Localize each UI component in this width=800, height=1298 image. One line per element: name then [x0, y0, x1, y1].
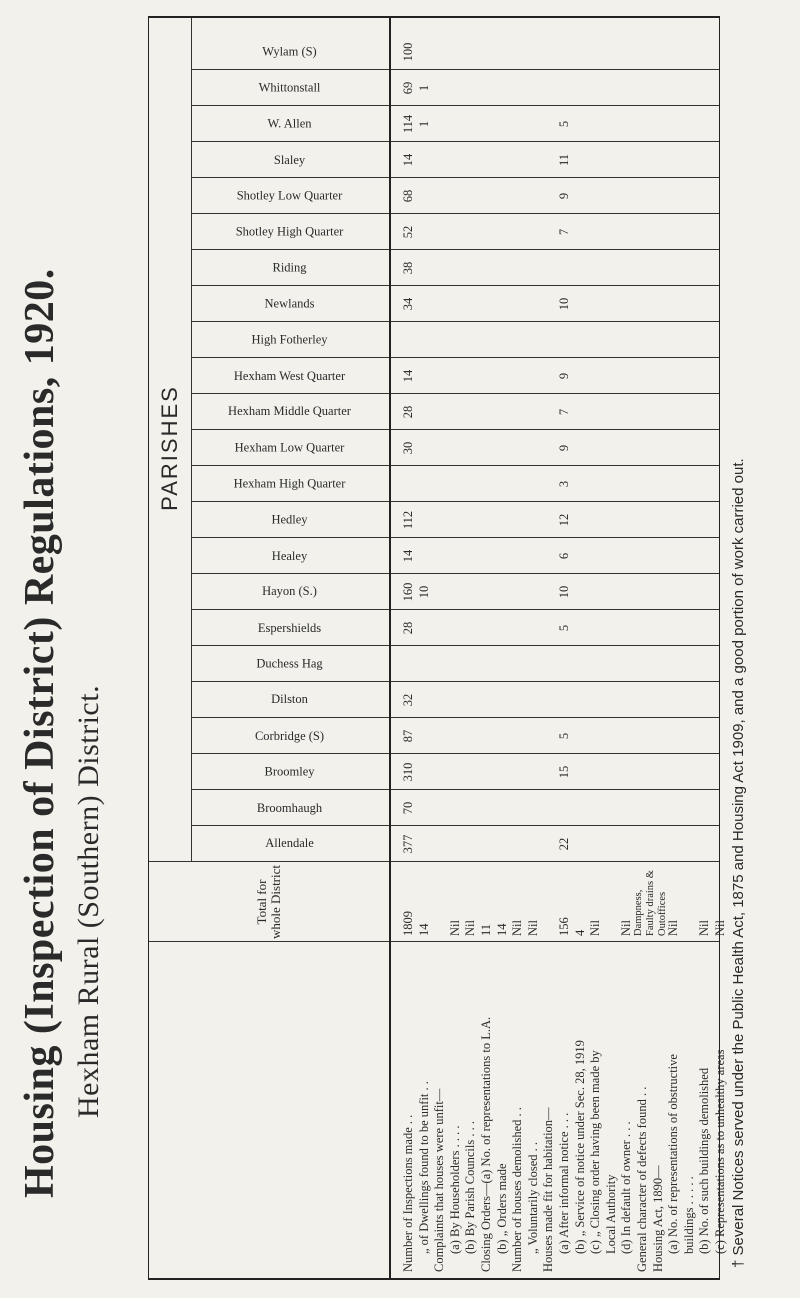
- table-cell: 70: [401, 801, 415, 815]
- column-divider: [191, 789, 719, 790]
- parish-name: High Fotherley: [250, 332, 328, 347]
- column-divider: [191, 429, 719, 430]
- column-divider: [191, 141, 719, 142]
- table-cell: 10: [416, 585, 431, 599]
- parish-name: Hexham West Quarter: [233, 368, 345, 383]
- table-cell: 5: [557, 732, 571, 740]
- parish-name: Newlands: [264, 296, 314, 311]
- parish-column-header: [191, 827, 387, 861]
- table-cell: 3: [557, 480, 571, 488]
- parish-column-header: [191, 359, 387, 393]
- row-label: (a) No. of representations of obstructive: [666, 1054, 681, 1254]
- row-label: buildings . . . . .: [681, 1176, 696, 1254]
- parish-name: Hedley: [270, 512, 308, 527]
- table-cell: 30: [401, 441, 415, 455]
- parish-column-header: [191, 395, 387, 429]
- table-cell: 69: [401, 81, 415, 95]
- row-label: „ Voluntarily closed . .: [525, 1141, 540, 1254]
- column-divider: [191, 501, 719, 502]
- parish-name: Allendale: [264, 836, 314, 851]
- row-label: „ of Dwellings found to be unfit . .: [416, 1081, 431, 1254]
- parish-column-header: [191, 143, 387, 177]
- table-cell: 14: [401, 549, 415, 563]
- parish-column-header: [191, 503, 387, 537]
- table-cell: 7: [557, 228, 571, 236]
- row-label: (d) In default of owner . . .: [619, 1121, 634, 1254]
- table-cell: 6: [557, 552, 571, 560]
- column-divider: [191, 393, 719, 394]
- total-cell: Nil: [525, 920, 540, 936]
- parish-name: Broomley: [264, 764, 314, 779]
- table-cell: 10: [557, 297, 571, 311]
- page-subtitle: Hexham Rural (Southern) District.: [72, 684, 105, 1118]
- parish-column-header: [191, 467, 387, 501]
- parish-name: Whittonstall: [258, 80, 320, 95]
- row-label: Number of houses demolished . .: [510, 1107, 525, 1272]
- table-cell: 1: [416, 84, 431, 92]
- total-cell: Nil: [666, 920, 681, 936]
- column-divider: [191, 177, 719, 178]
- table-cell: 9: [557, 444, 571, 452]
- table-cell: 38: [401, 261, 415, 275]
- total-cell: Nil: [588, 920, 603, 936]
- table-cell: 14: [401, 153, 415, 167]
- table-cell: 310: [401, 762, 415, 782]
- row-label: (b) „ Orders made: [494, 1163, 509, 1254]
- housing-inspection-table: [148, 16, 727, 1280]
- table-cell: 34: [401, 297, 415, 311]
- parish-name: Shotley High Quarter: [235, 224, 343, 239]
- parish-column-header: [191, 431, 387, 465]
- column-divider: [191, 573, 719, 574]
- parish-name: Hexham Low Quarter: [234, 440, 344, 455]
- table-cell: 28: [401, 405, 415, 419]
- table-cell: 14: [401, 369, 415, 383]
- column-divider: [191, 753, 719, 754]
- column-divider: [191, 213, 719, 214]
- parish-column-header: [191, 251, 387, 285]
- table-cell: 68: [401, 189, 415, 203]
- row-label: Houses made fit for habitation—: [541, 1107, 556, 1272]
- total-cell: 14: [494, 923, 509, 936]
- total-cell: 11: [479, 923, 493, 936]
- row-label: (a) After informal notice . . .: [557, 1112, 571, 1254]
- row-label: (c) „ Closing order having been made by: [588, 1050, 603, 1254]
- column-divider: [191, 465, 719, 466]
- row-label: (b) By Parish Councils . . .: [463, 1121, 478, 1254]
- column-divider: [191, 321, 719, 322]
- column-divider: [191, 105, 719, 106]
- column-divider: [191, 537, 719, 538]
- table-cell: 10: [557, 585, 571, 599]
- row-label: Closing Orders—(a) No. of representations to L.A.: [479, 1016, 493, 1272]
- row-label: Number of Inspections made . .: [401, 1114, 415, 1272]
- parish-column-header: [191, 575, 387, 609]
- parish-name: Broomhaugh: [256, 800, 322, 815]
- parish-column-header: [191, 323, 387, 357]
- parish-column-header: [191, 215, 387, 249]
- parish-column-header: [191, 539, 387, 573]
- parish-name: Slaley: [273, 152, 305, 167]
- total-cell: Nil: [697, 920, 712, 936]
- table-cell: 11: [557, 153, 571, 167]
- parish-column-header: [191, 35, 387, 69]
- total-cell: Dampness, Faulty drains & Outoffices: [633, 870, 668, 936]
- table-cell: 22: [557, 837, 571, 851]
- column-divider: [191, 285, 719, 286]
- parish-column-header: [191, 107, 387, 141]
- table-cell: 52: [401, 225, 415, 239]
- parish-column-header: [191, 719, 387, 753]
- table-cell: 5: [557, 624, 571, 632]
- total-cell: Nil: [447, 920, 462, 936]
- row-label: (b) No. of such buildings demolished: [697, 1067, 712, 1254]
- total-cell: 156: [557, 917, 571, 936]
- row-label: Housing Act, 1890—: [650, 1165, 665, 1272]
- total-cell: Nil: [463, 920, 478, 936]
- parish-name: Wylam (S): [261, 44, 317, 59]
- parish-name: Duchess Hag: [255, 656, 323, 671]
- total-cell: Nil: [619, 920, 634, 936]
- total-header: Total for whole District: [254, 865, 283, 940]
- parish-column-header: [191, 71, 387, 105]
- total-cell: 1809: [401, 911, 415, 936]
- table-cell: 9: [557, 192, 571, 200]
- column-divider: [149, 861, 719, 862]
- parish-name: Hexham Middle Quarter: [227, 404, 351, 419]
- total-cell: Nil: [713, 920, 727, 936]
- parish-column-header: [191, 647, 387, 681]
- column-divider: [191, 681, 719, 682]
- row-label: (a) By Householders . . . .: [447, 1125, 462, 1254]
- parish-name: Healey: [271, 548, 307, 563]
- parish-column-header: [191, 755, 387, 789]
- table-cell: 112: [401, 510, 415, 530]
- table-cell: 87: [401, 729, 415, 743]
- total-cell: 4: [572, 929, 587, 936]
- table-cell: 12: [557, 513, 571, 527]
- page-title: Housing (Inspection of District) Regulations, 1920.: [17, 268, 63, 1198]
- table-cell: 15: [557, 765, 571, 779]
- table-cell: 377: [401, 834, 415, 854]
- row-label: Local Authority: [603, 1174, 618, 1254]
- parish-column-header: [191, 179, 387, 213]
- parish-column-header: [191, 791, 387, 825]
- row-label: (b) „ Service of notice under Sec. 28, 1919: [572, 1040, 587, 1254]
- footnote: † Several Notices served under the Public Health Act, 1875 and Housing Act 1909, and a good portion of work carried out.: [730, 458, 747, 1268]
- parish-name: Dilston: [270, 692, 308, 707]
- parish-name: Hayon (S.): [261, 584, 317, 599]
- column-divider: [191, 645, 719, 646]
- row-label: (c) Representations as to unhealthy areas: [713, 1049, 727, 1254]
- table-cell: 160: [401, 582, 415, 602]
- column-divider: [191, 825, 719, 826]
- column-divider: [191, 609, 719, 610]
- table-cell: 32: [401, 693, 415, 707]
- parish-column-header: [191, 611, 387, 645]
- parish-name: Shotley Low Quarter: [236, 188, 342, 203]
- table-cell: 7: [557, 408, 571, 416]
- table-cell: 114: [401, 114, 415, 134]
- column-divider: [191, 357, 719, 358]
- total-cell: Nil: [510, 920, 525, 936]
- table-cell: 100: [401, 42, 415, 62]
- parish-column-header: [191, 287, 387, 321]
- parish-column-header: [191, 683, 387, 717]
- table-cell: 28: [401, 621, 415, 635]
- row-label: General character of defects found . .: [635, 1086, 649, 1272]
- table-cell: 9: [557, 372, 571, 380]
- column-divider: [191, 249, 719, 250]
- parish-name: Espershields: [257, 620, 321, 635]
- parishes-header: PARISHES: [157, 385, 182, 511]
- parish-name: W. Allen: [267, 116, 311, 131]
- table-cell: 1: [416, 120, 431, 128]
- parish-name: Hexham High Quarter: [233, 476, 345, 491]
- row-label: Complaints that houses were unfit—: [432, 1088, 447, 1272]
- column-divider: [191, 69, 719, 70]
- header-rule: [389, 18, 391, 1278]
- total-cell: 14: [416, 923, 431, 936]
- parish-name: Riding: [271, 260, 307, 275]
- parish-name: Corbridge (S): [254, 728, 324, 743]
- column-divider: [191, 717, 719, 718]
- table-cell: 5: [557, 120, 571, 128]
